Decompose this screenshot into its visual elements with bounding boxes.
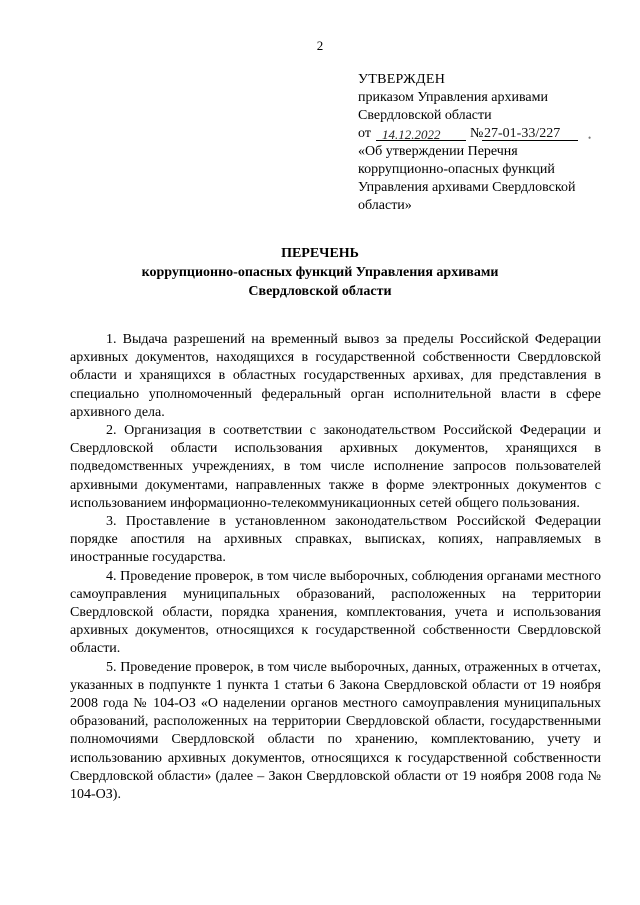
approval-line-5: коррупционно-опасных функций [358,162,555,177]
stray-mark: • [588,133,592,143]
handwritten-date: 14.12.2022 [382,127,441,142]
approval-line-7: области» [358,198,412,213]
list-item-4: 4. Проведение проверок, в том числе выборочных, соблюдения органами местного самоуправления муниципальных образований, расположенных на территории Свердловской области, порядка хранения, комплектования, учета и использования архивных документов, относящихся к государственной собственности Свердловской области. [70,568,601,657]
list-item-2: 2. Организация в соответствии с законодательством Российской Федерации и Свердловской области использования архивных документов, хранящихся в подведомственных учреждениях, в том числе исполнение запросов пользователей архивными документами, направленных также в форме электронных документов с использованием информационно-телекоммуникационных сетей общего пользования. [70,423,601,511]
approval-line-2: Свердловской области [358,108,492,123]
title-line-3: Свердловской области [248,284,392,299]
approval-line-1: приказом Управления архивами [358,90,548,105]
order-number: 27-01-33/227 [484,126,561,141]
date-prefix: от [358,126,371,141]
list-item-5: 5. Проведение проверок, в том числе выборочных, данных, отраженных в отчетах, указанных в подпункте 1 пункта 1 статьи 6 Закона Свердловской области от 19 ноября 2008 года № 104-ОЗ «О наделении органов местного самоуправления муниципальных образований, расположенных на территории Свердловской области, государственными полномочиями Свердловской области по хранению, комплектованию, учету и использованию архивных документов, относящихся к государственной собственности Свердловской области» (далее – Закон Свердловской области от 19 ноября 2008 года № 104-ОЗ). [70,659,601,803]
page-number: 2 [316,38,324,53]
approval-heading: УТВЕРЖДЕН [358,72,446,87]
approval-line-4: «Об утверждении Перечня [358,144,518,159]
list-item-3: 3. Проставление в установленном законодательством Российской Федерации порядке апостиля на архивных справках, выписках, копиях, направляемых в иностранные государства. [70,514,601,566]
document-title [0,244,640,301]
approval-date-line [358,125,618,143]
title-line-2: коррупционно-опасных функций Управления архивами [141,265,499,280]
list-item-1: 1. Выдача разрешений на временный вывоз за пределы Российской Федерации архивных документов, находящихся в государственной собственности Свердловской области и хранящихся в областных государственных архивах, для представления в специально уполномоченный федеральный орган исполнительной власти в сфере архивного дела. [70,332,601,420]
approval-line-6: Управления архивами Свердловской [358,180,576,195]
document-body [70,331,601,804]
title-line-1: ПЕРЕЧЕНЬ [281,246,359,261]
number-prefix: № [470,126,484,141]
approval-stamp [358,71,618,215]
